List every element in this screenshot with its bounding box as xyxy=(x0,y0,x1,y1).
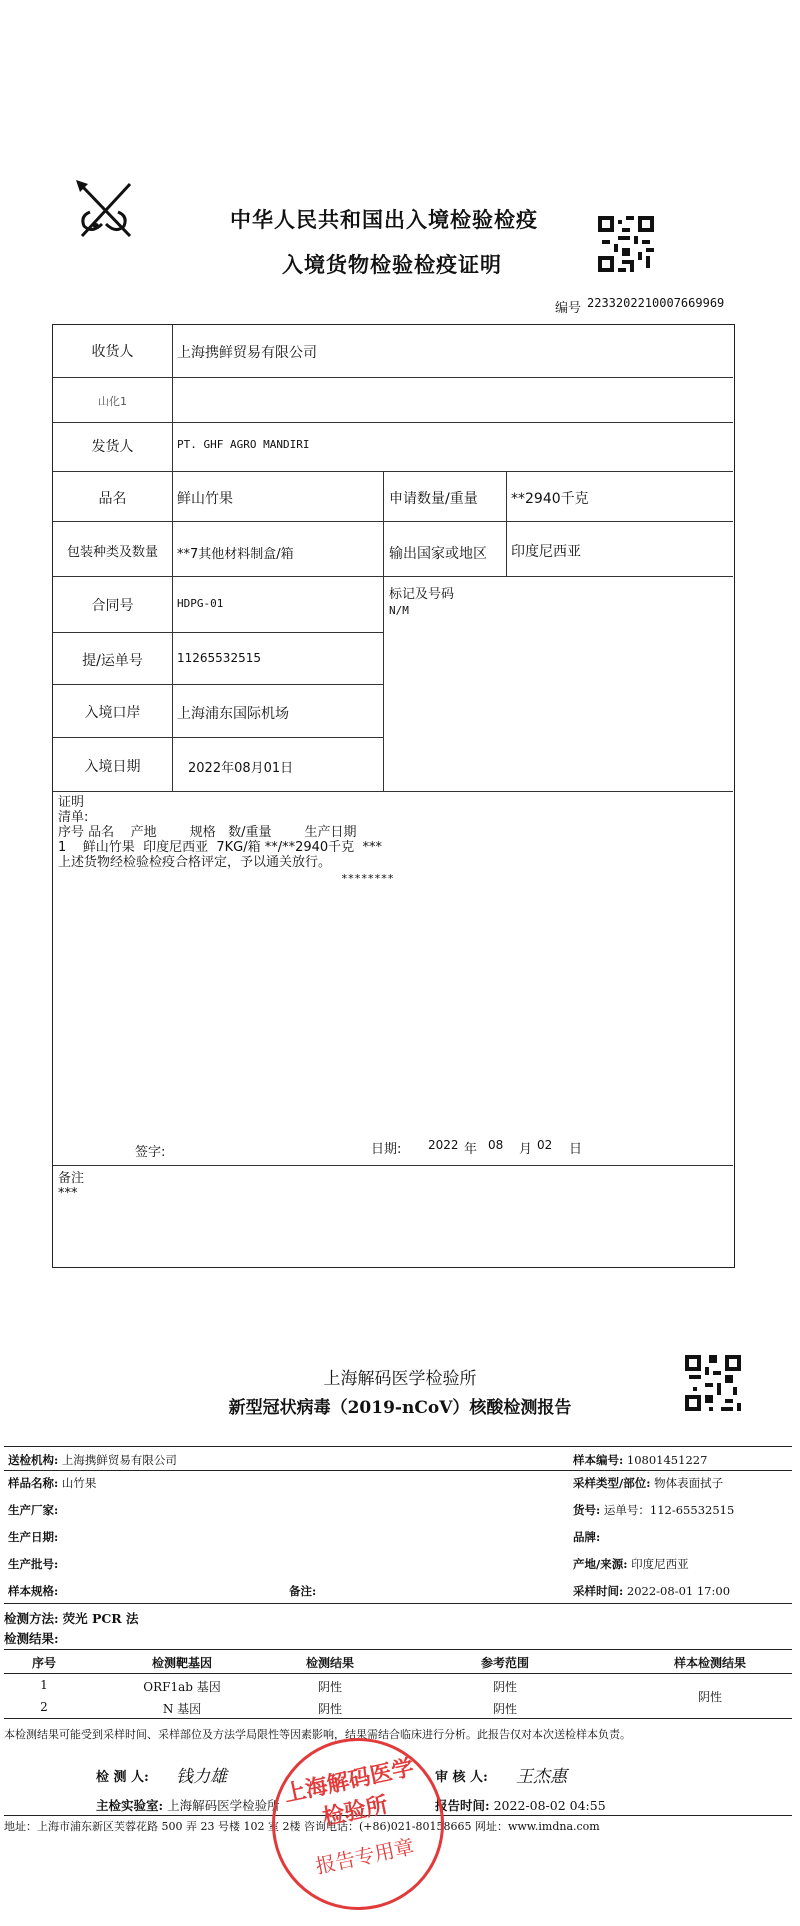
remark-label: 备注 xyxy=(58,1171,85,1186)
certificate-number: 2233202210007669969 xyxy=(587,296,725,310)
main-lab-label: 主检实验室: xyxy=(96,1798,164,1813)
origin-label: 输出国家或地区 xyxy=(389,546,487,562)
proof-list-label: 清单: xyxy=(58,810,89,825)
origin-label-lab: 产地/来源: xyxy=(573,1557,628,1571)
sign-date-label: 日期: xyxy=(371,1142,402,1157)
tester-label: 检 测 人: xyxy=(96,1770,149,1785)
entry-port-label: 入境口岸 xyxy=(84,705,141,721)
lab-official-stamp xyxy=(256,1722,460,1926)
proof-list-row: 1 鲜山竹果 印度尼西亚 7KG/箱 **/**2940千克 *** xyxy=(58,840,382,855)
row2-ref: 阴性 xyxy=(492,1702,517,1716)
th-no: 序号 xyxy=(31,1656,56,1670)
sign-date-day-unit: 日 xyxy=(569,1142,583,1157)
brand-label: 品牌: xyxy=(573,1530,601,1544)
ciq-emblem xyxy=(72,178,142,242)
sample-no-label: 样本编号: xyxy=(573,1453,624,1467)
certificate-title: 中华人民共和国出入境检验检疫 xyxy=(230,208,538,232)
sample-no-value: 10801451227 xyxy=(626,1453,708,1467)
quantity-label: 申请数量/重量 xyxy=(389,491,478,507)
report-time-label: 报告时间: xyxy=(435,1798,490,1813)
sender-value: 上海携鲜贸易有限公司 xyxy=(61,1453,177,1467)
shipper-value: PT. GHF AGRO MANDIRI xyxy=(177,438,310,451)
th-sample-result: 样本检测结果 xyxy=(673,1656,746,1670)
qr-code-top xyxy=(598,216,654,272)
product-label: 品名 xyxy=(98,491,127,507)
sample-name-value: 山竹果 xyxy=(61,1476,97,1490)
stamp-text: 上海解码医学检验所 xyxy=(281,1754,417,1831)
contract-label: 合同号 xyxy=(91,598,134,614)
sign-date-month-unit: 月 xyxy=(519,1142,533,1157)
marks-label: 标记及号码 xyxy=(389,587,455,602)
cargo-no-label: 货号: xyxy=(573,1503,601,1517)
entry-date-label: 入境日期 xyxy=(84,759,141,775)
row2-gene: N 基因 xyxy=(162,1702,202,1716)
row1-gene: ORF1ab 基因 xyxy=(143,1680,221,1694)
quantity-value: **2940千克 xyxy=(511,491,589,507)
proof-heading: 证明 xyxy=(58,795,85,810)
method-value: 荧光 PCR 法 xyxy=(62,1611,139,1626)
lab-report-subtitle: 新型冠状病毒（2019-nCoV）核酸检测报告 xyxy=(228,1398,572,1418)
proof-statement: 上述货物经检验检疫合格评定，予以通关放行。 xyxy=(58,855,332,870)
row1-ref: 阴性 xyxy=(492,1680,517,1694)
consignee-value: 上海携鲜贸易有限公司 xyxy=(177,345,317,361)
sample-name-label: 样品名称: xyxy=(8,1476,59,1490)
manufacturer-label: 生产厂家: xyxy=(8,1503,59,1517)
spec-label: 样本规格: xyxy=(8,1584,59,1598)
row2-result: 阴性 xyxy=(317,1702,342,1716)
origin-value: 印度尼西亚 xyxy=(511,544,581,560)
row2-label: 山化1 xyxy=(98,395,127,408)
sign-label: 签字: xyxy=(135,1145,166,1160)
th-ref: 参考范围 xyxy=(480,1656,529,1670)
sender-label: 送检机构: xyxy=(8,1453,59,1467)
sampling-time-label: 采样时间: xyxy=(573,1584,624,1598)
row1-no: 1 xyxy=(40,1678,48,1692)
sample-type-value: 物体表面拭子 xyxy=(654,1476,724,1490)
row2-no: 2 xyxy=(40,1700,48,1714)
proof-list-header: 序号 品名 产地 规格 数/重量 生产日期 xyxy=(58,825,357,840)
lab-remark-label: 备注: xyxy=(289,1584,317,1598)
contract-value: HDPG-01 xyxy=(177,597,224,610)
entry-port-value: 上海浦东国际机场 xyxy=(177,706,289,722)
bill-of-lading-value: 11265532515 xyxy=(177,651,261,665)
qr-code-lab xyxy=(685,1355,741,1411)
package-value: **7其他材料制盒/箱 xyxy=(177,547,294,562)
reviewer-label: 审 核 人: xyxy=(435,1770,488,1785)
package-label: 包装种类及数量 xyxy=(66,545,158,560)
entry-date-value: 2022年08月01日 xyxy=(188,761,294,776)
sample-type-label: 采样类型/部位: xyxy=(573,1476,651,1490)
sign-date-month: 08 xyxy=(488,1138,504,1152)
result-label: 检测结果: xyxy=(4,1631,59,1646)
remark-value: *** xyxy=(58,1186,78,1201)
main-lab-value: 上海解码医学检验所 xyxy=(167,1798,280,1813)
th-gene: 检测靶基因 xyxy=(151,1656,212,1670)
sign-date-year: 2022 xyxy=(428,1138,459,1152)
sign-date-day: 02 xyxy=(537,1138,553,1152)
method-label: 检测方法: xyxy=(4,1611,59,1626)
tester-signature: 钱力雄 xyxy=(176,1767,227,1787)
report-time-value: 2022-08-02 04:55 xyxy=(493,1798,606,1813)
consignee-label: 收货人 xyxy=(91,344,134,360)
sampling-time-value: 2022-08-01 17:00 xyxy=(626,1584,731,1598)
th-result: 检测结果 xyxy=(305,1656,354,1670)
sample-result: 阴性 xyxy=(697,1690,722,1704)
sign-date-year-unit: 年 xyxy=(464,1142,478,1157)
batch-label: 生产批号: xyxy=(8,1557,59,1571)
bill-of-lading-label: 提/运单号 xyxy=(82,653,143,669)
certificate-table xyxy=(52,324,735,1268)
stamp-subtext: 报告专用章 xyxy=(313,1834,417,1879)
cargo-no-value: 运单号：112-65532515 xyxy=(603,1503,735,1517)
marks-value: N/M xyxy=(389,604,409,617)
proof-stars: ******** xyxy=(341,872,394,885)
lab-footer: 地址：上海市浦东新区芙蓉花路 500 弄 23 号楼 102 室 2楼 咨询电话：(+86)021-80158665 网址：www.imdna.com xyxy=(4,1820,600,1833)
shipper-label: 发货人 xyxy=(91,439,134,455)
product-value: 鲜山竹果 xyxy=(177,491,233,507)
disclaimer: 本检测结果可能受到采样时间、采样部位及方法学局限性等因素影响，结果需结合临床进行分析。此报告仅对本次送检样本负责。 xyxy=(4,1728,631,1741)
lab-report-title: 上海解码医学检验所 xyxy=(323,1369,477,1389)
row1-result: 阴性 xyxy=(317,1680,342,1694)
certificate-number-label: 编号 xyxy=(555,301,582,316)
prod-date-label: 生产日期: xyxy=(8,1530,59,1544)
reviewer-signature: 王杰惠 xyxy=(516,1767,567,1787)
origin-value-lab: 印度尼西亚 xyxy=(631,1557,689,1571)
certificate-subtitle: 入境货物检验检疫证明 xyxy=(282,253,502,277)
